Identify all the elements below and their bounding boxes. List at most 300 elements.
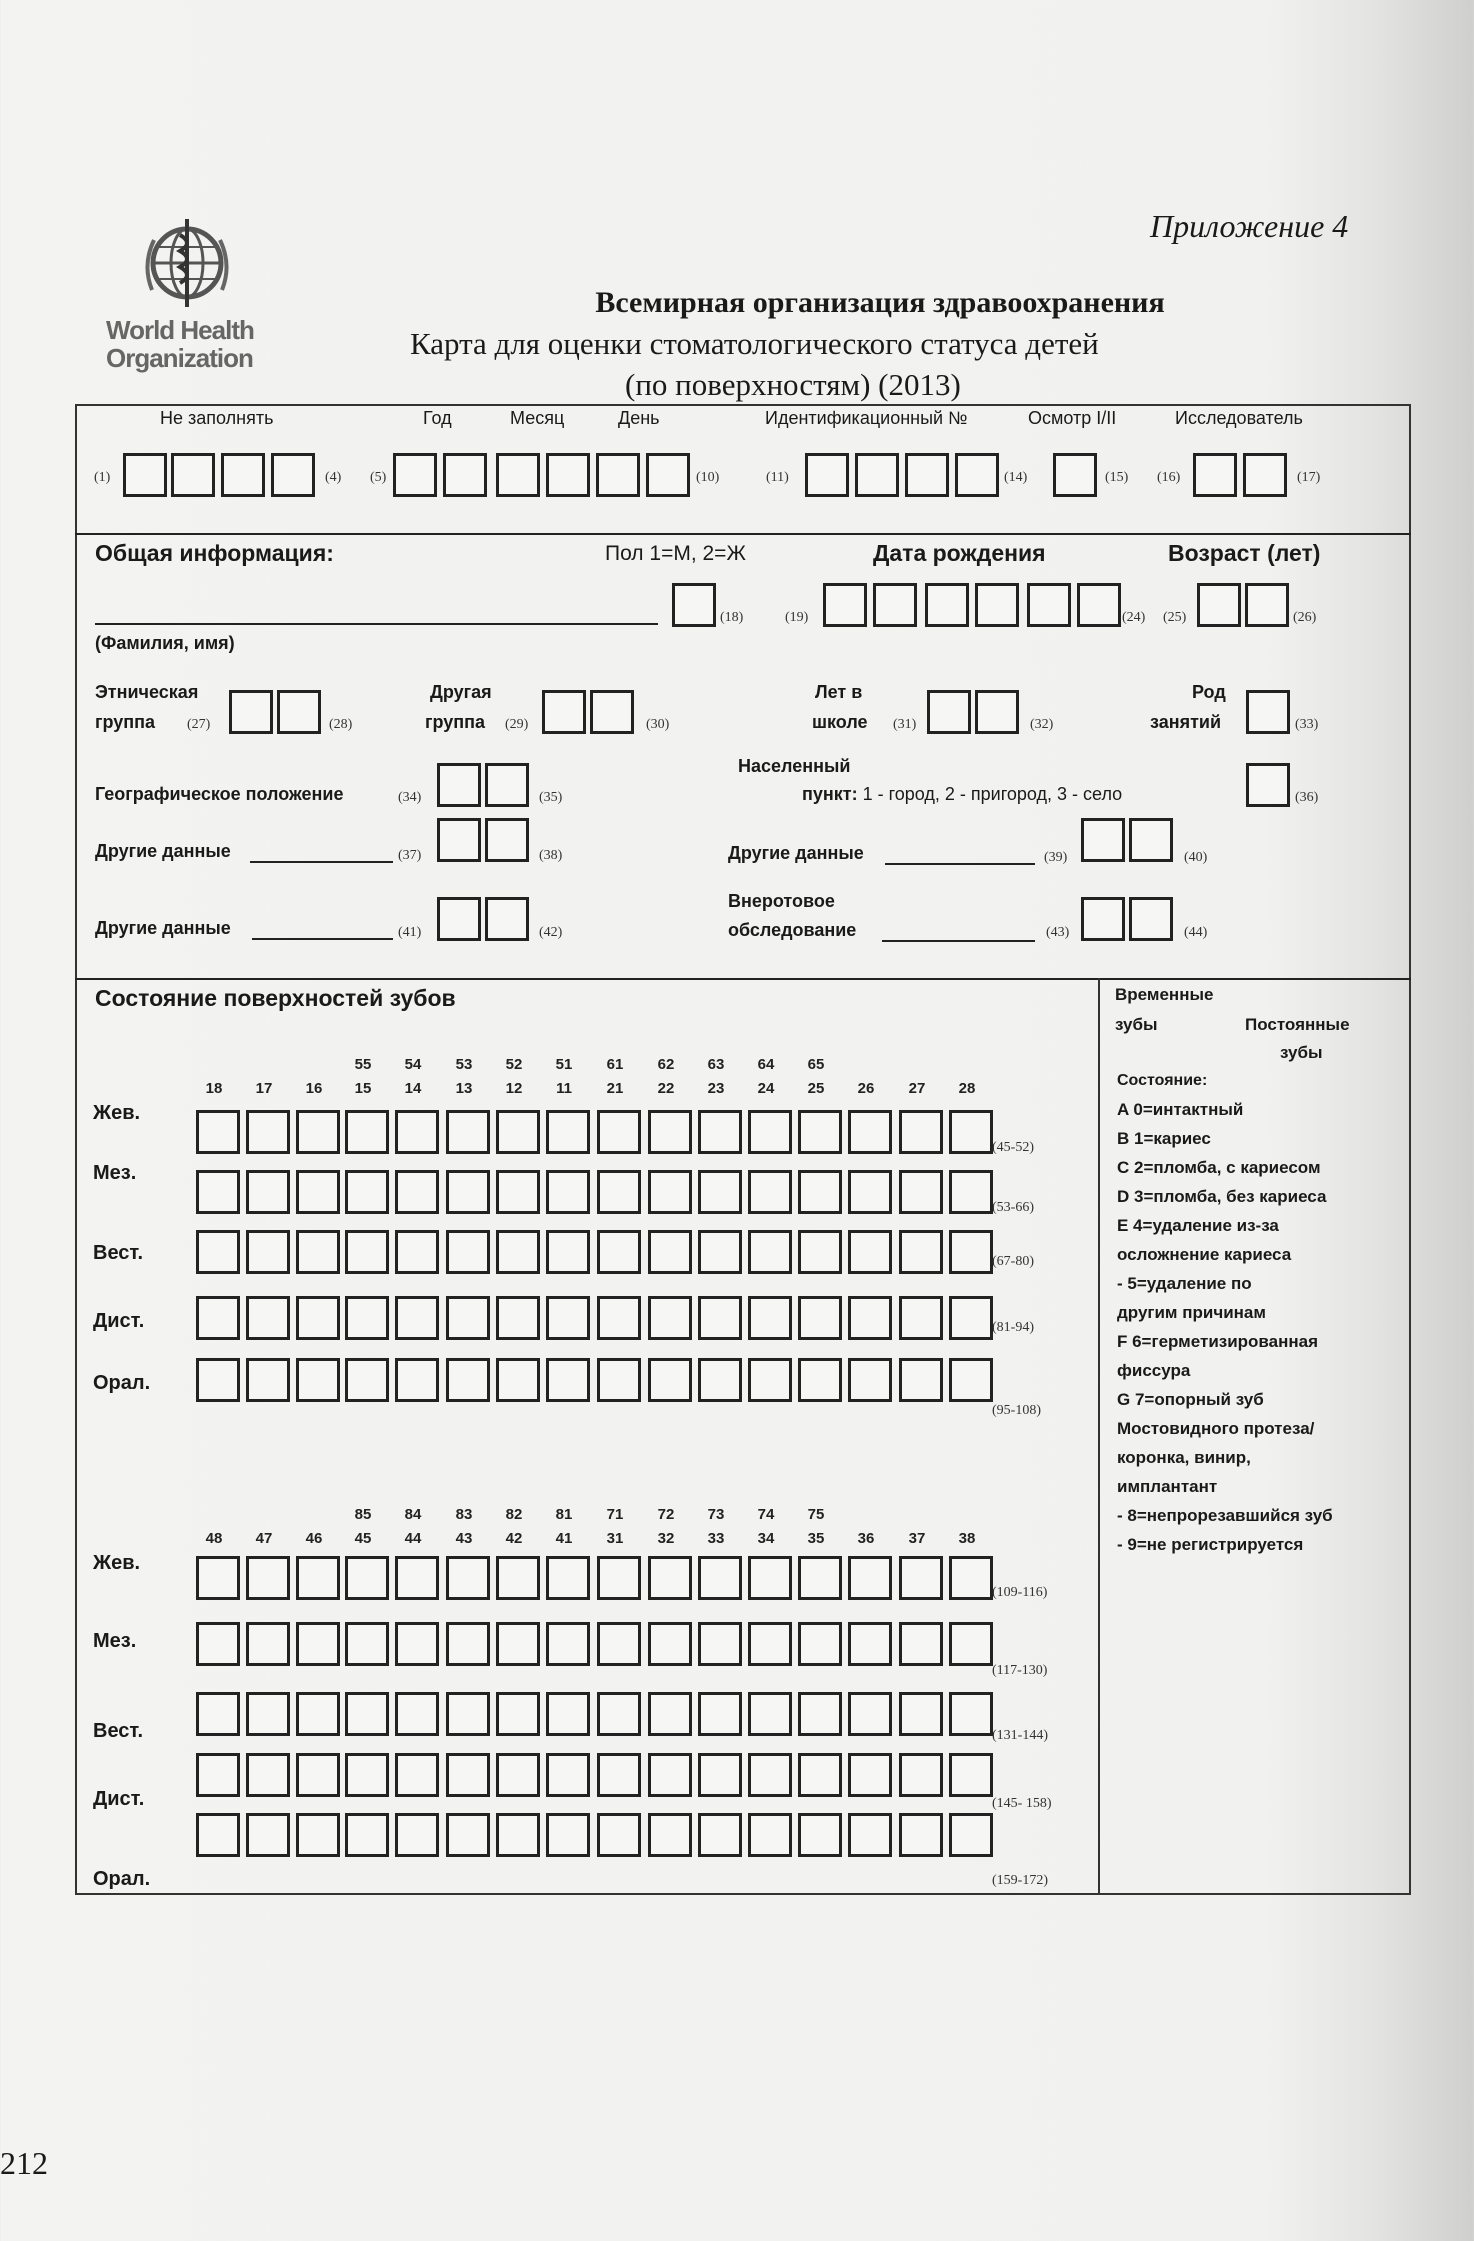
- school-box[interactable]: [975, 690, 1019, 734]
- upper-surface-box[interactable]: [848, 1170, 892, 1214]
- field-num: (38): [539, 848, 563, 863]
- field-num: (25): [1163, 610, 1187, 625]
- upper-surface-box[interactable]: [899, 1358, 943, 1402]
- lower-surface-box[interactable]: [496, 1556, 540, 1600]
- examiner-label: Исследователь: [1175, 408, 1303, 428]
- lower-surface-box[interactable]: [899, 1622, 943, 1666]
- upper-surface-box[interactable]: [597, 1296, 641, 1340]
- upper-surface-box[interactable]: [446, 1230, 490, 1274]
- lower-surface-box[interactable]: [496, 1692, 540, 1736]
- other-data-box[interactable]: [485, 818, 529, 862]
- upper-surface-box[interactable]: [546, 1230, 590, 1274]
- lower-surface-box[interactable]: [798, 1753, 842, 1797]
- id-box[interactable]: [905, 453, 949, 497]
- upper-permanent-tooth-number: 25: [807, 1080, 825, 1097]
- lower-surface-box[interactable]: [395, 1813, 439, 1857]
- lower-surface-box[interactable]: [698, 1622, 742, 1666]
- upper-surface-box[interactable]: [597, 1230, 641, 1274]
- upper-surface-box[interactable]: [196, 1358, 240, 1402]
- settlement-label-1: Населенный: [738, 756, 851, 776]
- upper-permanent-tooth-number: 22: [657, 1080, 675, 1097]
- other-data-box-2[interactable]: [1129, 818, 1173, 862]
- upper-surface-box[interactable]: [446, 1110, 490, 1154]
- other-data-box-2[interactable]: [1081, 818, 1125, 862]
- upper-permanent-tooth-number: 18: [205, 1080, 223, 1097]
- lower-permanent-tooth-number: 48: [205, 1530, 223, 1547]
- field-num: (31): [893, 717, 917, 732]
- ethnic-label-1: Этническая: [95, 682, 199, 702]
- field-num: (15): [1105, 470, 1129, 485]
- field-num: (33): [1295, 717, 1319, 732]
- upper-surface-box[interactable]: [899, 1110, 943, 1154]
- dob-box[interactable]: [823, 583, 867, 627]
- upper-surface-box[interactable]: [246, 1358, 290, 1402]
- upper-surface-box[interactable]: [546, 1296, 590, 1340]
- lower-surface-box[interactable]: [949, 1622, 993, 1666]
- not-fill-box[interactable]: [171, 453, 215, 497]
- lower-surface-box[interactable]: [546, 1753, 590, 1797]
- lower-surface-box[interactable]: [597, 1556, 641, 1600]
- lower-surface-box[interactable]: [446, 1556, 490, 1600]
- lower-surface-box[interactable]: [296, 1622, 340, 1666]
- lower-surface-box[interactable]: [546, 1622, 590, 1666]
- field-num: (19): [785, 610, 809, 625]
- upper-surface-box[interactable]: [899, 1230, 943, 1274]
- upper-surface-box[interactable]: [899, 1170, 943, 1214]
- field-num: (27): [187, 717, 211, 732]
- lower-surface-row-label: Вест.: [93, 1720, 144, 1742]
- lower-surface-box[interactable]: [196, 1753, 240, 1797]
- upper-surface-box[interactable]: [798, 1296, 842, 1340]
- dob-box[interactable]: [1027, 583, 1071, 627]
- other-data-box-3[interactable]: [485, 897, 529, 941]
- day-box[interactable]: [646, 453, 690, 497]
- field-num: (16): [1157, 470, 1181, 485]
- legend-item: коронка, винир,: [1117, 1448, 1251, 1467]
- id-box[interactable]: [855, 453, 899, 497]
- lower-surface-box[interactable]: [246, 1753, 290, 1797]
- upper-surface-box[interactable]: [246, 1110, 290, 1154]
- lower-primary-tooth-number: 73: [707, 1506, 725, 1523]
- settlement-options: 1 - город, 2 - пригород, 3 - село: [857, 784, 1123, 804]
- lower-surface-box[interactable]: [296, 1692, 340, 1736]
- occupation-box[interactable]: [1246, 690, 1290, 734]
- upper-surface-box[interactable]: [246, 1296, 290, 1340]
- legend-item: фиссура: [1117, 1361, 1191, 1380]
- upper-primary-tooth-number: 53: [455, 1056, 473, 1073]
- upper-surface-box[interactable]: [246, 1230, 290, 1274]
- lower-surface-box[interactable]: [748, 1813, 792, 1857]
- upper-surface-box[interactable]: [748, 1358, 792, 1402]
- lower-surface-box[interactable]: [345, 1813, 389, 1857]
- lower-surface-box[interactable]: [196, 1556, 240, 1600]
- upper-surface-box[interactable]: [597, 1358, 641, 1402]
- lower-surface-box[interactable]: [899, 1692, 943, 1736]
- upper-surface-box[interactable]: [648, 1110, 692, 1154]
- upper-surface-box[interactable]: [748, 1170, 792, 1214]
- lower-surface-box[interactable]: [446, 1692, 490, 1736]
- lower-surface-box[interactable]: [798, 1622, 842, 1666]
- not-fill-box[interactable]: [123, 453, 167, 497]
- school-label-1: Лет в: [815, 682, 863, 702]
- upper-surface-box[interactable]: [949, 1110, 993, 1154]
- lower-surface-box[interactable]: [296, 1556, 340, 1600]
- upper-surface-box[interactable]: [395, 1358, 439, 1402]
- lower-surface-box[interactable]: [597, 1692, 641, 1736]
- upper-primary-tooth-number: 52: [505, 1056, 523, 1073]
- lower-surface-box[interactable]: [848, 1556, 892, 1600]
- lower-surface-box[interactable]: [899, 1753, 943, 1797]
- legend-item: A 0=интактный: [1117, 1100, 1244, 1119]
- ethnic-label-2: группа: [95, 712, 156, 732]
- lower-surface-box[interactable]: [395, 1692, 439, 1736]
- upper-surface-box[interactable]: [196, 1110, 240, 1154]
- upper-surface-box[interactable]: [446, 1170, 490, 1214]
- examiner-box[interactable]: [1193, 453, 1237, 497]
- upper-surface-box[interactable]: [345, 1170, 389, 1214]
- name-caption: (Фамилия, имя): [95, 633, 235, 653]
- lower-surface-box[interactable]: [597, 1622, 641, 1666]
- upper-permanent-tooth-number: 12: [505, 1080, 523, 1097]
- lower-field-range: (145- 158): [992, 1796, 1052, 1811]
- lower-primary-tooth-number: 71: [606, 1506, 624, 1523]
- upper-surface-row-label: Дист.: [93, 1310, 145, 1332]
- upper-surface-row-label: Жев.: [93, 1102, 141, 1124]
- id-box[interactable]: [805, 453, 849, 497]
- upper-surface-box[interactable]: [395, 1110, 439, 1154]
- not-fill-box[interactable]: [221, 453, 265, 497]
- dob-box[interactable]: [975, 583, 1019, 627]
- lower-surface-box[interactable]: [296, 1813, 340, 1857]
- upper-surface-box[interactable]: [648, 1170, 692, 1214]
- upper-surface-box[interactable]: [345, 1296, 389, 1340]
- upper-surface-box[interactable]: [798, 1358, 842, 1402]
- upper-surface-box[interactable]: [698, 1230, 742, 1274]
- settlement-label-2-bold: пункт:: [802, 784, 858, 804]
- lower-surface-box[interactable]: [496, 1753, 540, 1797]
- lower-surface-box[interactable]: [648, 1813, 692, 1857]
- lower-surface-box[interactable]: [296, 1753, 340, 1797]
- lower-surface-box[interactable]: [446, 1622, 490, 1666]
- upper-surface-box[interactable]: [798, 1230, 842, 1274]
- upper-surface-box[interactable]: [748, 1110, 792, 1154]
- other-group-label-2: группа: [425, 712, 486, 732]
- lower-surface-box[interactable]: [496, 1622, 540, 1666]
- lower-surface-box[interactable]: [597, 1753, 641, 1797]
- lower-surface-box[interactable]: [798, 1556, 842, 1600]
- lower-surface-box[interactable]: [345, 1692, 389, 1736]
- legend-item: Мостовидного протеза/: [1117, 1419, 1315, 1438]
- lower-primary-tooth-number: 74: [757, 1506, 775, 1523]
- upper-surface-box[interactable]: [196, 1296, 240, 1340]
- school-label-2: школе: [812, 712, 868, 732]
- dob-box[interactable]: [925, 583, 969, 627]
- month-box[interactable]: [496, 453, 540, 497]
- upper-surface-box[interactable]: [698, 1358, 742, 1402]
- lower-primary-tooth-number: 84: [404, 1506, 422, 1523]
- upper-surface-box[interactable]: [698, 1110, 742, 1154]
- field-num: (37): [398, 848, 422, 863]
- lower-surface-box[interactable]: [949, 1753, 993, 1797]
- lower-surface-box[interactable]: [848, 1692, 892, 1736]
- age-box[interactable]: [1245, 583, 1289, 627]
- field-num: (42): [539, 925, 563, 940]
- upper-surface-box[interactable]: [246, 1170, 290, 1214]
- examiner-box[interactable]: [1243, 453, 1287, 497]
- lower-surface-box[interactable]: [246, 1692, 290, 1736]
- exam-box[interactable]: [1053, 453, 1097, 497]
- lower-primary-tooth-number: 83: [455, 1506, 473, 1523]
- upper-surface-box[interactable]: [496, 1170, 540, 1214]
- legend-temp-label: Временные: [1115, 985, 1214, 1004]
- field-num: (40): [1184, 850, 1208, 865]
- upper-surface-box[interactable]: [698, 1170, 742, 1214]
- upper-surface-box[interactable]: [648, 1230, 692, 1274]
- upper-surface-box[interactable]: [296, 1170, 340, 1214]
- other-group-box[interactable]: [542, 690, 586, 734]
- upper-surface-box[interactable]: [395, 1230, 439, 1274]
- lower-permanent-tooth-number: 44: [404, 1530, 422, 1547]
- upper-surface-box[interactable]: [546, 1170, 590, 1214]
- exam-label: Осмотр I/II: [1028, 408, 1117, 428]
- lower-surface-box[interactable]: [546, 1813, 590, 1857]
- lower-surface-box[interactable]: [345, 1556, 389, 1600]
- lower-surface-box[interactable]: [748, 1753, 792, 1797]
- day-label: День: [618, 408, 660, 428]
- field-num: (11): [766, 470, 789, 485]
- lower-surface-box[interactable]: [546, 1692, 590, 1736]
- upper-surface-box[interactable]: [345, 1230, 389, 1274]
- upper-surface-box[interactable]: [848, 1230, 892, 1274]
- upper-permanent-tooth-number: 24: [757, 1080, 775, 1097]
- settlement-box[interactable]: [1246, 763, 1290, 807]
- upper-surface-box[interactable]: [848, 1110, 892, 1154]
- dob-box[interactable]: [873, 583, 917, 627]
- lower-surface-box[interactable]: [848, 1753, 892, 1797]
- lower-surface-box[interactable]: [798, 1813, 842, 1857]
- upper-surface-box[interactable]: [296, 1358, 340, 1402]
- lower-surface-box[interactable]: [848, 1622, 892, 1666]
- lower-surface-box[interactable]: [246, 1622, 290, 1666]
- upper-surface-box[interactable]: [848, 1296, 892, 1340]
- field-num: (35): [539, 790, 563, 805]
- id-number-label: Идентификационный №: [765, 408, 968, 428]
- age-box[interactable]: [1197, 583, 1241, 627]
- lower-surface-box[interactable]: [345, 1753, 389, 1797]
- lower-surface-box[interactable]: [748, 1622, 792, 1666]
- divider-2: [75, 978, 1411, 980]
- legend-temp-teeth: зубы: [1115, 1015, 1158, 1034]
- lower-surface-box[interactable]: [698, 1753, 742, 1797]
- upper-field-range: (95-108): [992, 1403, 1041, 1418]
- upper-surface-box[interactable]: [196, 1230, 240, 1274]
- upper-permanent-tooth-number: 28: [958, 1080, 976, 1097]
- legend-item: D 3=пломба, без кариеса: [1117, 1187, 1327, 1206]
- upper-permanent-tooth-number: 23: [707, 1080, 725, 1097]
- lower-surface-box[interactable]: [648, 1753, 692, 1797]
- lower-permanent-tooth-number: 34: [757, 1530, 775, 1547]
- divider-1: [75, 533, 1411, 535]
- other-data-label: Другие данные: [95, 841, 231, 861]
- legend-item: F 6=герметизированная: [1117, 1332, 1319, 1351]
- upper-permanent-tooth-number: 21: [606, 1080, 624, 1097]
- legend-item: E 4=удаление из-за: [1117, 1216, 1279, 1235]
- upper-surface-box[interactable]: [798, 1110, 842, 1154]
- field-num: (5): [370, 470, 387, 485]
- upper-surface-box[interactable]: [395, 1170, 439, 1214]
- upper-surface-box[interactable]: [848, 1358, 892, 1402]
- field-num: (34): [398, 790, 422, 805]
- lower-surface-box[interactable]: [597, 1813, 641, 1857]
- upper-surface-box[interactable]: [496, 1230, 540, 1274]
- extraoral-underline: [882, 940, 1035, 942]
- upper-surface-box[interactable]: [496, 1110, 540, 1154]
- upper-surface-box[interactable]: [296, 1230, 340, 1274]
- lower-surface-box[interactable]: [648, 1556, 692, 1600]
- ethnic-box[interactable]: [229, 690, 273, 734]
- other-data-underline-2: [885, 863, 1035, 865]
- lower-surface-box[interactable]: [949, 1813, 993, 1857]
- year-label: Год: [423, 408, 452, 428]
- upper-surface-box[interactable]: [345, 1110, 389, 1154]
- lower-surface-box[interactable]: [446, 1813, 490, 1857]
- lower-surface-box[interactable]: [899, 1556, 943, 1600]
- year-box[interactable]: [443, 453, 487, 497]
- day-box[interactable]: [596, 453, 640, 497]
- id-box[interactable]: [955, 453, 999, 497]
- upper-permanent-tooth-number: 13: [455, 1080, 473, 1097]
- upper-primary-tooth-number: 65: [807, 1056, 825, 1073]
- upper-surface-box[interactable]: [748, 1296, 792, 1340]
- upper-permanent-tooth-number: 17: [255, 1080, 273, 1097]
- lower-surface-box[interactable]: [196, 1813, 240, 1857]
- lower-permanent-tooth-number: 37: [908, 1530, 926, 1547]
- sex-label: Пол 1=М, 2=Ж: [605, 542, 746, 565]
- upper-permanent-tooth-number: 11: [556, 1080, 572, 1097]
- lower-surface-box[interactable]: [698, 1556, 742, 1600]
- lower-surface-row-label: Мез.: [93, 1630, 137, 1652]
- upper-surface-box[interactable]: [748, 1230, 792, 1274]
- occupation-label-2: занятий: [1150, 712, 1222, 732]
- upper-permanent-tooth-number: 16: [305, 1080, 323, 1097]
- geo-box[interactable]: [485, 763, 529, 807]
- upper-surface-box[interactable]: [296, 1296, 340, 1340]
- lower-surface-box[interactable]: [345, 1622, 389, 1666]
- geo-box[interactable]: [437, 763, 481, 807]
- lower-primary-tooth-number: 81: [555, 1506, 573, 1523]
- lower-surface-row-label: Жев.: [93, 1552, 141, 1574]
- not-fill-label: Не заполнять: [160, 408, 274, 428]
- lower-surface-box[interactable]: [446, 1753, 490, 1797]
- lower-surface-box[interactable]: [748, 1556, 792, 1600]
- legend-item: G 7=опорный зуб: [1117, 1390, 1264, 1409]
- upper-surface-box[interactable]: [949, 1358, 993, 1402]
- ethnic-box[interactable]: [277, 690, 321, 734]
- legend-divider: [1098, 978, 1100, 1895]
- upper-surface-box[interactable]: [949, 1170, 993, 1214]
- upper-surface-box[interactable]: [949, 1296, 993, 1340]
- lower-surface-box[interactable]: [395, 1622, 439, 1666]
- lower-surface-box[interactable]: [546, 1556, 590, 1600]
- lower-surface-box[interactable]: [246, 1813, 290, 1857]
- lower-field-range: (159-172): [992, 1873, 1048, 1888]
- upper-surface-box[interactable]: [949, 1230, 993, 1274]
- lower-surface-box[interactable]: [395, 1556, 439, 1600]
- dob-box[interactable]: [1077, 583, 1121, 627]
- lower-surface-box[interactable]: [698, 1813, 742, 1857]
- lower-primary-tooth-number: 82: [505, 1506, 523, 1523]
- lower-surface-box[interactable]: [648, 1692, 692, 1736]
- upper-surface-box[interactable]: [546, 1110, 590, 1154]
- field-num: (41): [398, 925, 422, 940]
- upper-surface-box[interactable]: [546, 1358, 590, 1402]
- upper-permanent-tooth-number: 14: [404, 1080, 422, 1097]
- upper-surface-box[interactable]: [296, 1110, 340, 1154]
- lower-surface-box[interactable]: [395, 1753, 439, 1797]
- legend-perm-teeth: зубы: [1280, 1043, 1323, 1062]
- other-data-box[interactable]: [437, 818, 481, 862]
- upper-primary-tooth-number: 63: [707, 1056, 725, 1073]
- extraoral-box[interactable]: [1081, 897, 1125, 941]
- upper-primary-tooth-number: 55: [354, 1056, 372, 1073]
- upper-surface-box[interactable]: [798, 1170, 842, 1214]
- lower-surface-box[interactable]: [949, 1556, 993, 1600]
- other-data-label-2: Другие данные: [728, 843, 864, 863]
- not-fill-box[interactable]: [271, 453, 315, 497]
- other-group-box[interactable]: [590, 690, 634, 734]
- lower-surface-box[interactable]: [848, 1813, 892, 1857]
- lower-surface-box[interactable]: [748, 1692, 792, 1736]
- other-data-box-3[interactable]: [437, 897, 481, 941]
- upper-surface-box[interactable]: [496, 1358, 540, 1402]
- upper-surface-box[interactable]: [196, 1170, 240, 1214]
- other-data-underline-3: [252, 938, 393, 940]
- lower-surface-box[interactable]: [698, 1692, 742, 1736]
- upper-surface-box[interactable]: [496, 1296, 540, 1340]
- extraoral-box[interactable]: [1129, 897, 1173, 941]
- lower-surface-box[interactable]: [798, 1692, 842, 1736]
- lower-surface-box[interactable]: [648, 1622, 692, 1666]
- field-num: (17): [1297, 470, 1321, 485]
- lower-surface-box[interactable]: [949, 1692, 993, 1736]
- legend-item: - 5=удаление по: [1117, 1274, 1252, 1293]
- upper-surface-box[interactable]: [446, 1296, 490, 1340]
- lower-primary-tooth-number: 85: [354, 1506, 372, 1523]
- other-data-label-3: Другие данные: [95, 918, 231, 938]
- month-box[interactable]: [546, 453, 590, 497]
- field-num: (26): [1293, 610, 1317, 625]
- lower-surface-box[interactable]: [899, 1813, 943, 1857]
- year-box[interactable]: [393, 453, 437, 497]
- upper-surface-box[interactable]: [345, 1358, 389, 1402]
- upper-surface-box[interactable]: [648, 1296, 692, 1340]
- lower-surface-box[interactable]: [246, 1556, 290, 1600]
- lower-surface-box[interactable]: [196, 1692, 240, 1736]
- upper-surface-box[interactable]: [446, 1358, 490, 1402]
- upper-surface-box[interactable]: [648, 1358, 692, 1402]
- upper-permanent-tooth-number: 15: [354, 1080, 372, 1097]
- lower-surface-box[interactable]: [496, 1813, 540, 1857]
- upper-surface-box[interactable]: [597, 1170, 641, 1214]
- lower-surface-box[interactable]: [196, 1622, 240, 1666]
- school-box[interactable]: [927, 690, 971, 734]
- upper-surface-box[interactable]: [395, 1296, 439, 1340]
- upper-primary-tooth-number: 51: [555, 1056, 573, 1073]
- upper-surface-box[interactable]: [597, 1110, 641, 1154]
- upper-surface-box[interactable]: [698, 1296, 742, 1340]
- upper-surface-box[interactable]: [899, 1296, 943, 1340]
- sex-box[interactable]: [672, 583, 716, 627]
